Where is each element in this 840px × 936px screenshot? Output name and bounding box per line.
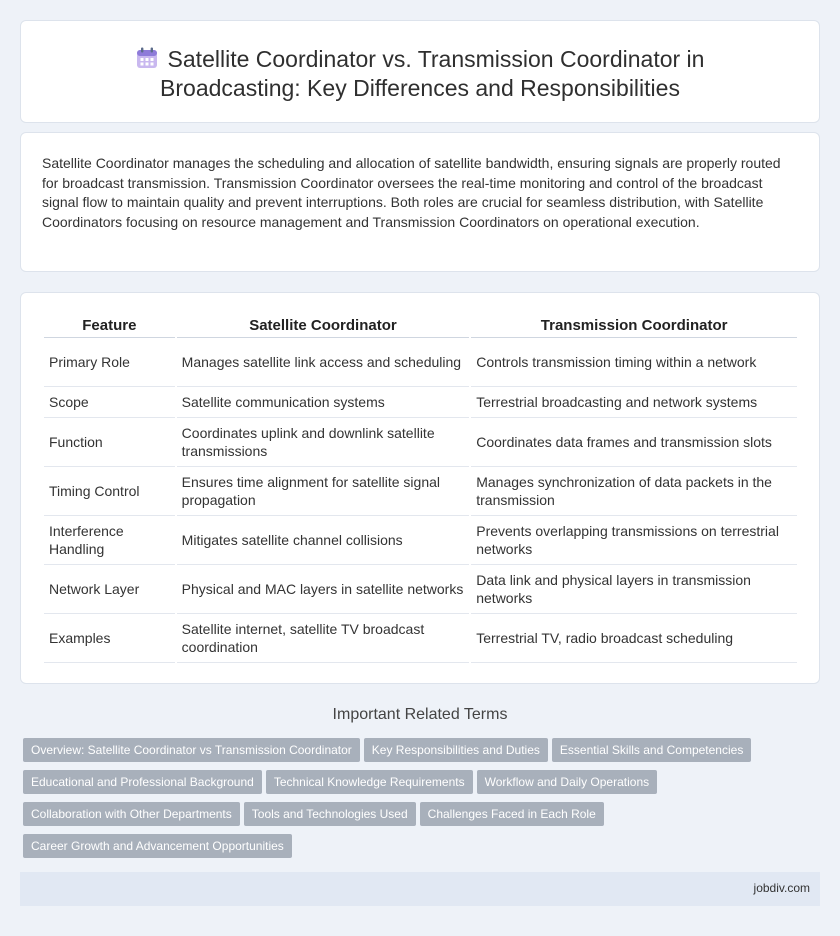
related-terms-heading: Important Related Terms [332,706,508,723]
feature-cell: Network Layer [44,565,175,614]
transmission-cell: Terrestrial TV, radio broadcast scheduling [471,614,797,663]
satellite-cell: Manages satellite link access and scheduling [177,338,470,387]
satellite-cell: Physical and MAC layers in satellite networks [177,565,470,614]
table-row [44,387,797,418]
transmission-cell: Data link and physical layers in transmission networks [471,565,797,614]
header-feature: Feature [44,313,175,338]
related-term-tag[interactable]: Technical Knowledge Requirements [266,770,473,794]
satellite-cell: Satellite communication systems [177,387,470,418]
feature-cell: Examples [44,614,175,663]
feature-cell: Primary Role [44,338,175,387]
transmission-cell: Coordinates data frames and transmission slots [471,418,797,467]
table-row [44,516,797,565]
table-row [44,338,797,387]
satellite-cell: Satellite internet, satellite TV broadcast coordination [177,614,470,663]
related-term-tag[interactable]: Overview: Satellite Coordinator vs Transmission Coordinator [23,738,360,762]
transmission-cell: Manages synchronization of data packets in the transmission [471,467,797,516]
related-terms-list [23,738,803,866]
table-row [44,565,797,614]
table-row [44,614,797,663]
related-term-tag[interactable]: Workflow and Daily Operations [477,770,658,794]
footer [20,872,820,906]
related-term-tag[interactable]: Career Growth and Advancement Opportunities [23,834,292,858]
table-row [44,467,797,516]
table-header-row [44,313,797,338]
calendar-icon [136,47,156,67]
feature-cell: Scope [44,387,175,418]
header-satellite-coordinator: Satellite Coordinator [177,313,470,338]
satellite-cell: Mitigates satellite channel collisions [177,516,470,565]
related-term-tag[interactable]: Challenges Faced in Each Role [420,802,604,826]
header-transmission-coordinator: Transmission Coordinator [471,313,797,338]
related-term-tag[interactable]: Key Responsibilities and Duties [364,738,548,762]
satellite-cell: Ensures time alignment for satellite signal propagation [177,467,470,516]
related-term-tag[interactable]: Tools and Technologies Used [244,802,416,826]
title-card [20,20,820,123]
related-term-tag[interactable]: Educational and Professional Background [23,770,262,794]
feature-cell: Timing Control [44,467,175,516]
footer-site-link[interactable]: jobdiv.com [753,881,810,895]
transmission-cell: Controls transmission timing within a network [471,338,797,387]
transmission-cell: Terrestrial broadcasting and network systems [471,387,797,418]
intro-paragraph: Satellite Coordinator manages the scheduling and allocation of satellite bandwidth, ensuring signals are properly routed for broadcast transmission. Transmission Coordinator oversees the real-time monitoring and control of the broadcast signal flow to maintain quality and prevent interruptions. Both roles are crucial for seamless distribution, with Satellite Coordinators focusing on resource management and Transmission Coordinators on operational execution. [42,155,781,230]
page-title [21,45,819,103]
title-line-2: Broadcasting: Key Differences and Responsibilities [160,75,680,101]
comparison-card [20,292,820,684]
related-term-tag[interactable]: Essential Skills and Competencies [552,738,751,762]
satellite-cell: Coordinates uplink and downlink satellite transmissions [177,418,470,467]
feature-cell: Function [44,418,175,467]
feature-cell: Interference Handling [44,516,175,565]
transmission-cell: Prevents overlapping transmissions on terrestrial networks [471,516,797,565]
comparison-table [42,313,799,663]
title-line-1: Satellite Coordinator vs. Transmission Coordinator in [167,46,705,72]
table-row [44,418,797,467]
intro-card [20,132,820,272]
related-term-tag[interactable]: Collaboration with Other Departments [23,802,240,826]
